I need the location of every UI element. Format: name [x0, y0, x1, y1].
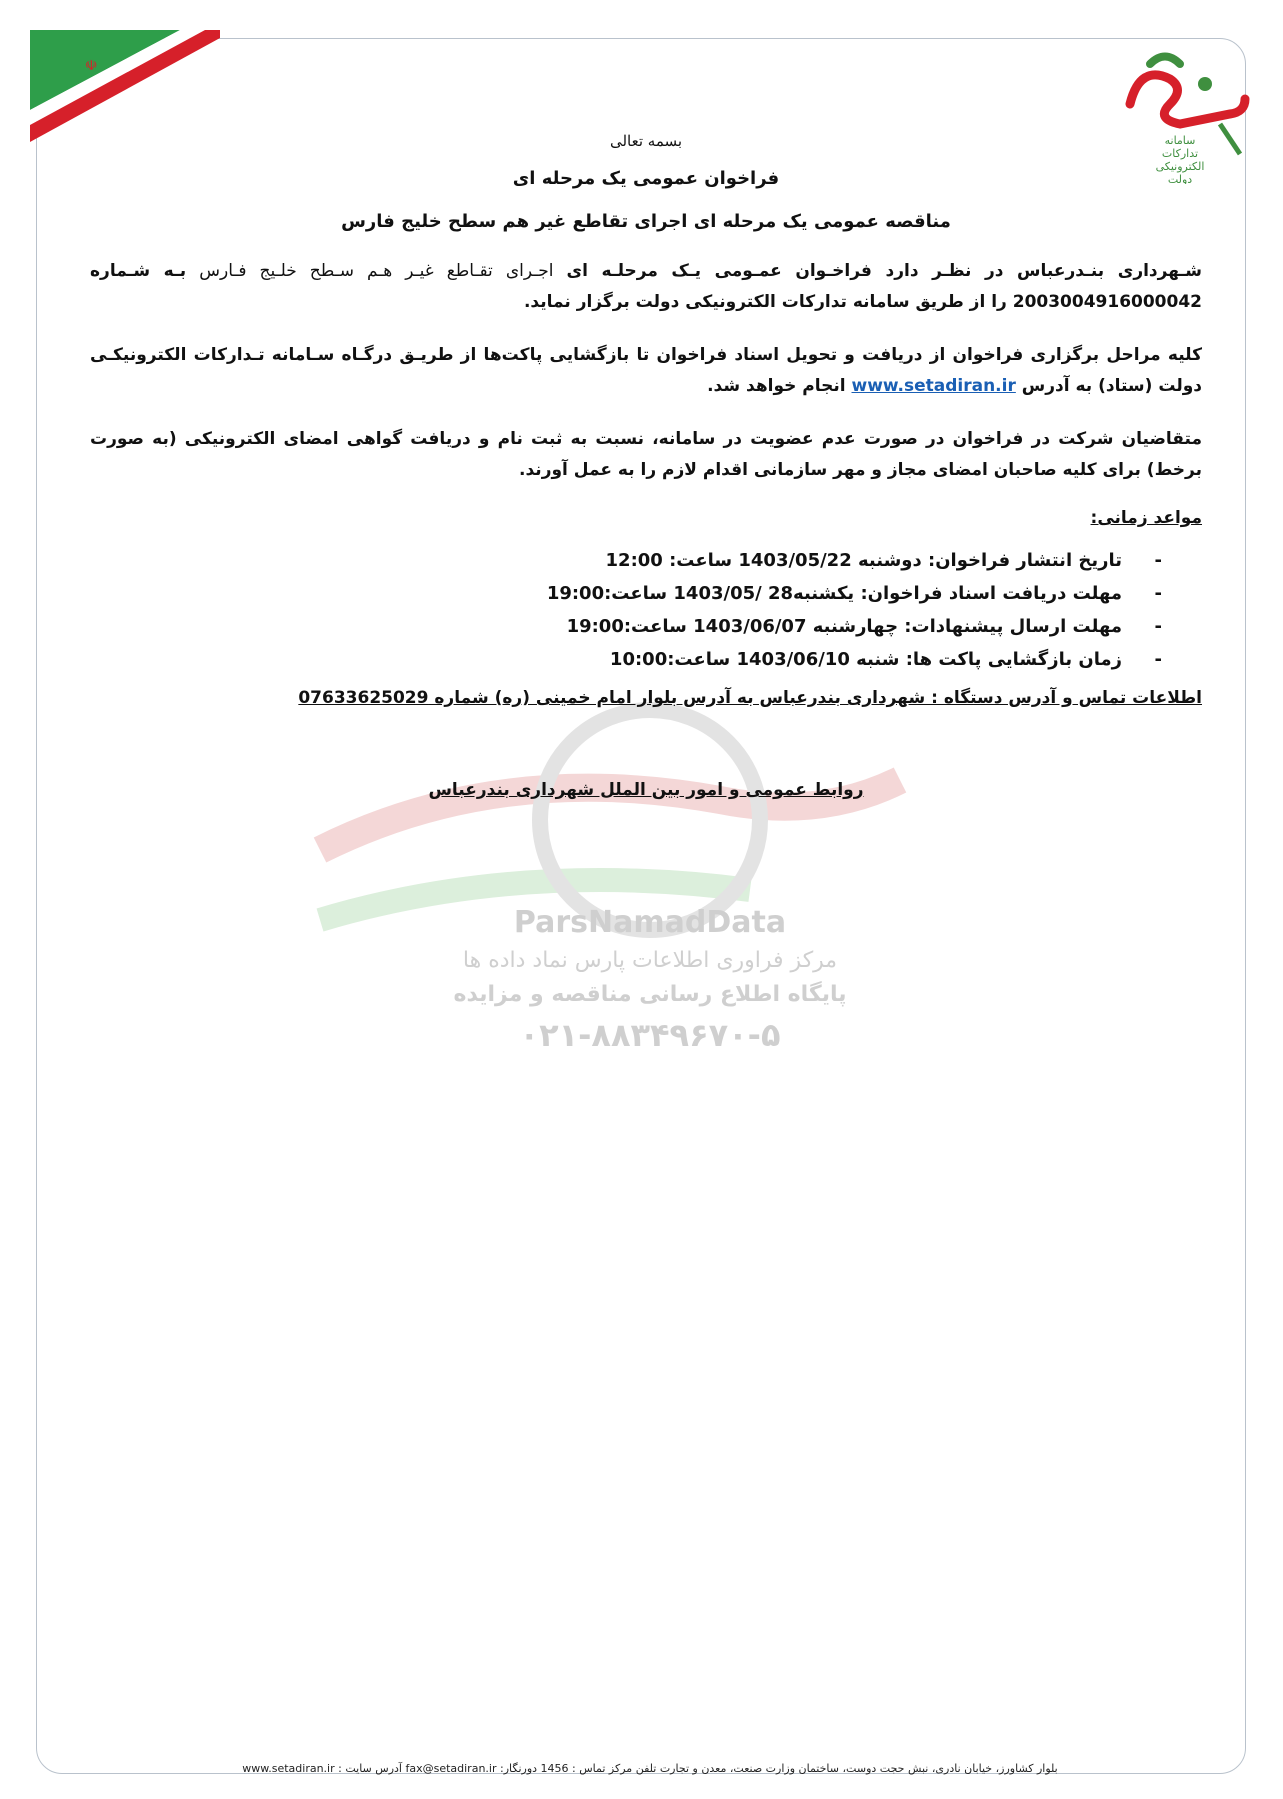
schedule-item: -زمان بازگشایی پاکت ها: شنبه 1403/06/10 ساعت:10:00 [609, 649, 1162, 670]
watermark-phone: ۰۲۱-۸۸۳۴۹۶۷۰-۵ [519, 1016, 781, 1054]
paragraph-applicants: متقاضیان شرکت در فراخوان در صورت عدم عضویت در سامانه، نسبت به ثبت نام و دریافت گواهی امضای الکترونیکی (به صورت برخط) برای کلیه صاحبان امضای مجاز و مهر سازمانی اقدام لازم را به عمل آورند. [90, 429, 1202, 480]
paragraph-process-a: کلیه مراحل برگزاری فراخوان از دریافت و تحویل اسناد فراخوان تا بازگشایی پاکت‌ها از طریـق درگـاه سـامانه تـدارکات الکترونیکـی دولت (ستاد) به آدرس [90, 345, 1202, 396]
signature: روابط عمومی و امور بین الملل شهرداری بندرعباس [428, 780, 864, 800]
svg-text:☫: ☫ [85, 58, 98, 74]
setad-link[interactable]: www.setadiran.ir [851, 376, 1016, 396]
schedule-list [90, 544, 1202, 676]
document-body [90, 120, 1202, 800]
paragraph-intro [90, 256, 1202, 318]
schedule-heading: مواعد زمانی: [1090, 508, 1202, 528]
logo-text-2: تدارکات [1161, 147, 1199, 160]
logo-text-1: سامانه [1164, 134, 1196, 147]
watermark-line2: پایگاه اطلاع رسانی مناقصه و مزایده [453, 982, 847, 1007]
schedule-item: -مهلت ارسال پیشنهادات: چهارشنبه 1403/06/07 ساعت:19:00 [566, 616, 1162, 637]
paragraph-intro-c: بـه شـماره 2003004916000042 را از طریق سامانه تدارکات الکترونیکی دولت برگزار نماید. [90, 261, 1202, 312]
paragraph-intro-b: اجـرای تقـاطع غیـر هـم سـطح خلـیج فـارس [186, 261, 567, 281]
watermark-brand: ParsNamadData [513, 905, 787, 940]
logo-text-4: دولت [1167, 173, 1193, 184]
paragraph-process [90, 340, 1202, 402]
page-title: فراخوان عمومی یک مرحله ای [512, 168, 780, 189]
schedule-item: -تاریخ انتشار فراخوان: دوشنبه 1403/05/22 ساعت: 12:00 [605, 550, 1162, 571]
page-subtitle: مناقصه عمومی یک مرحله ای اجرای تقاطع غیر هم سطح خلیج فارس [341, 211, 951, 232]
logo-text-3: الکترونیکی [1155, 160, 1205, 173]
watermark-line1: مرکز فراوری اطلاعات پارس نماد داده ها [462, 948, 838, 973]
paragraph-intro-a: شـهرداری بنـدرعباس در نظـر دارد فراخـوان عمـومی یـک مرحلـه ای [566, 261, 1202, 281]
contact-info: اطلاعات تماس و آدرس دستگاه : شهرداری بندرعباس به آدرس بلوار امام خمینی (ره) شماره 07633625029 [298, 688, 1202, 708]
paragraph-process-b: انجام خواهد شد. [707, 376, 852, 396]
invocation: بسمه تعالی [609, 132, 683, 150]
schedule-item: -مهلت دریافت اسناد فراخوان: یکشنبه28 /1403/05 ساعت:19:00 [546, 583, 1162, 604]
footer: بلوار کشاورز، خیابان نادری، نبش حجت دوست، ساختمان وزارت صنعت، معدن و تجارت تلفن مرکز تماس : 1456 دورنگار: fax@setadiran.ir آدرس سایت : www.setadiran.ir [242, 1762, 1058, 1775]
